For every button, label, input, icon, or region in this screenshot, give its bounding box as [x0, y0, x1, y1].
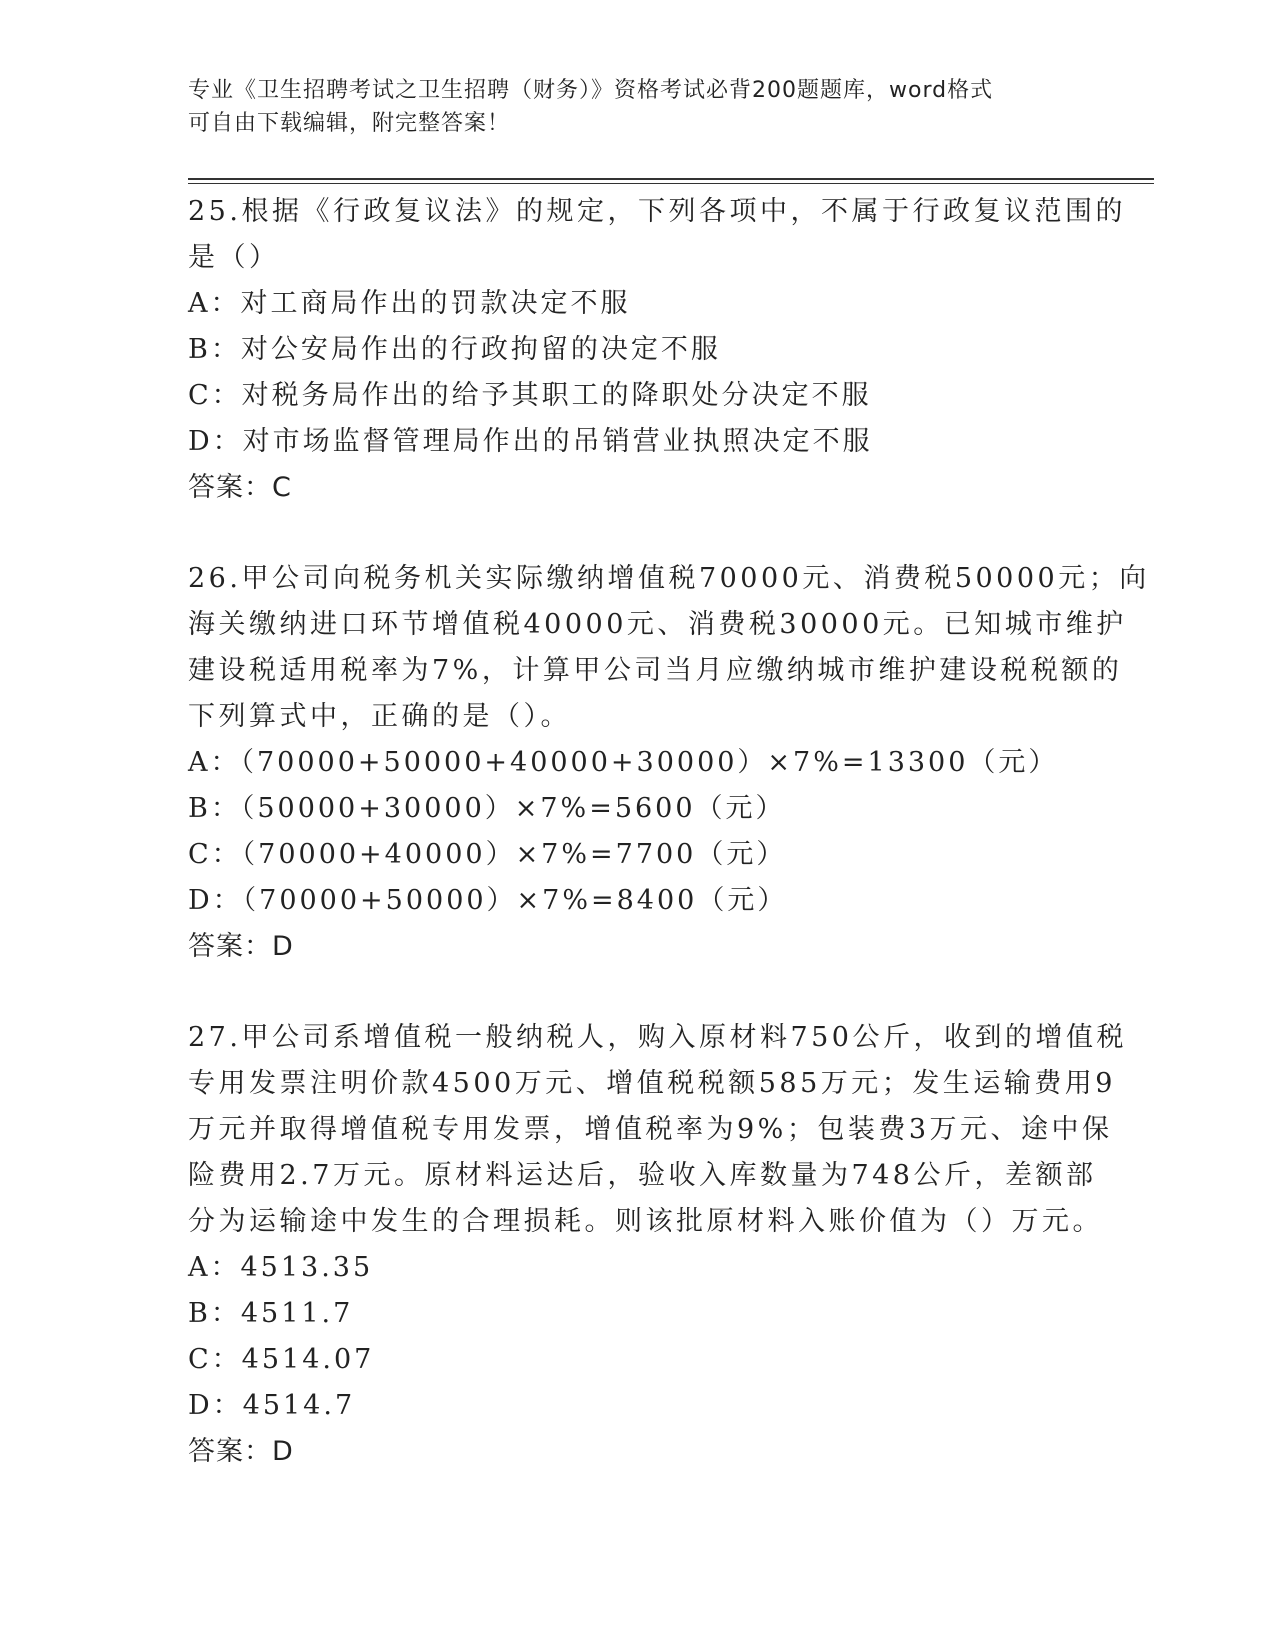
option-d: D：4514.7 — [188, 1390, 356, 1421]
option-c: C：对税务局作出的给予其职工的降职处分决定不服 — [188, 380, 872, 411]
question-stem-line: 万元并取得增值税专用发票，增值税率为9%；包装费3万元、途中保 — [188, 1114, 1113, 1145]
answer-label: 答案：D — [188, 931, 294, 962]
document-header — [188, 74, 1088, 140]
option-a: A：4513.35 — [188, 1252, 374, 1283]
question-stem-line: 下列算式中，正确的是（）。 — [188, 701, 571, 732]
header-divider — [188, 178, 1154, 180]
option-c: C：4514.07 — [188, 1344, 375, 1375]
question-25 — [188, 189, 1126, 511]
question-27 — [188, 1015, 1127, 1475]
option-d: D：对市场监督管理局作出的吊销营业执照决定不服 — [188, 426, 873, 457]
option-d: D：（70000+50000）×7%=8400（元） — [188, 885, 788, 916]
question-stem-line: 25.根据《行政复议法》的规定，下列各项中，不属于行政复议范围的 — [188, 196, 1126, 227]
header-line: 专业《卫生招聘考试之卫生招聘（财务）》资格考试必背200题题库，word格式 — [188, 78, 994, 103]
option-a: A：对工商局作出的罚款决定不服 — [188, 288, 631, 319]
option-b: B：对公安局作出的行政拘留的决定不服 — [188, 334, 721, 365]
option-a: A：（70000+50000+40000+30000）×7%=13300（元） — [188, 747, 1059, 778]
question-list — [188, 189, 1150, 1475]
header-divider-thin — [188, 183, 1154, 184]
question-stem-line: 分为运输途中发生的合理损耗。则该批原材料入账价值为（）万元。 — [188, 1206, 1103, 1237]
question-stem-line: 27.甲公司系增值税一般纳税人，购入原材料750公斤，收到的增值税 — [188, 1022, 1127, 1053]
option-c: C：（70000+40000）×7%=7700（元） — [188, 839, 787, 870]
question-stem-line: 险费用2.7万元。原材料运达后，验收入库数量为748公斤，差额部 — [188, 1160, 1097, 1191]
option-b: B：4511.7 — [188, 1298, 354, 1329]
question-stem-line: 建设税适用税率为7%，计算甲公司当月应缴纳城市维护建设税税额的 — [188, 655, 1123, 686]
question-26 — [188, 556, 1150, 970]
question-stem-line: 26.甲公司向税务机关实际缴纳增值税70000元、消费税50000元；向 — [188, 563, 1150, 594]
answer-label: 答案：D — [188, 1436, 294, 1467]
question-stem-line: 专用发票注明价款4500万元、增值税税额585万元；发生运输费用9 — [188, 1068, 1116, 1099]
option-b: B：（50000+30000）×7%=5600（元） — [188, 793, 786, 824]
answer-label: 答案：C — [188, 472, 292, 503]
question-stem-line: 海关缴纳进口环节增值税40000元、消费税30000元。已知城市维护 — [188, 609, 1127, 640]
header-line: 可自由下载编辑，附完整答案！ — [188, 111, 511, 136]
question-stem-line: 是（） — [188, 242, 280, 273]
